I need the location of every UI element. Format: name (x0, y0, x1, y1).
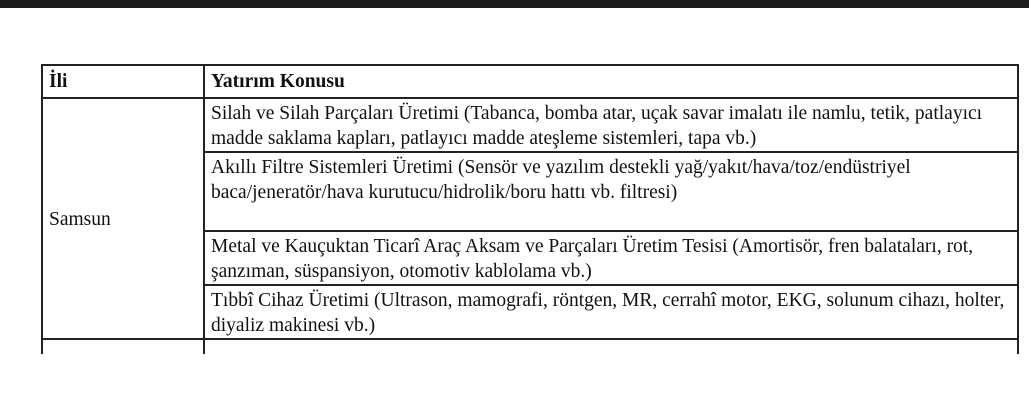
cutoff-cell (204, 339, 1018, 354)
header-investment-topic: Yatırım Konusu (204, 65, 1018, 98)
header-province: İli (42, 65, 204, 98)
top-dark-bar (0, 0, 1029, 8)
cutoff-cell (42, 339, 204, 354)
investment-item: Metal ve Kauçuktan Ticarî Araç Aksam ve Parçaları Üretim Tesisi (Amortisör, fren balataları, rot, şanzıman, süspansiyon, otomotiv kablolama vb.) (204, 231, 1018, 285)
investment-item: Akıllı Filtre Sistemleri Üretimi (Sensör ve yazılım destekli yağ/yakıt/hava/toz/endüstriyel baca/jeneratör/hava kurutucu/hidrolik/boru hattı vb. filtresi) (204, 152, 1018, 231)
table-row (42, 98, 1018, 152)
province-cell: Samsun (42, 98, 204, 339)
table-row-cutoff (42, 339, 1018, 354)
investment-item: Tıbbî Cihaz Üretimi (Ultrason, mamografi, röntgen, MR, cerrahî motor, EKG, solunum cihazı, holter, diyaliz makinesi vb.) (204, 285, 1018, 339)
table-header-row (42, 65, 1018, 98)
investment-table (41, 64, 1019, 354)
investment-item: Silah ve Silah Parçaları Üretimi (Tabanca, bomba atar, uçak savar imalatı ile namlu, tetik, patlayıcı madde saklama kapları, patlayıcı madde ateşleme sistemleri, tapa vb.) (204, 98, 1018, 152)
